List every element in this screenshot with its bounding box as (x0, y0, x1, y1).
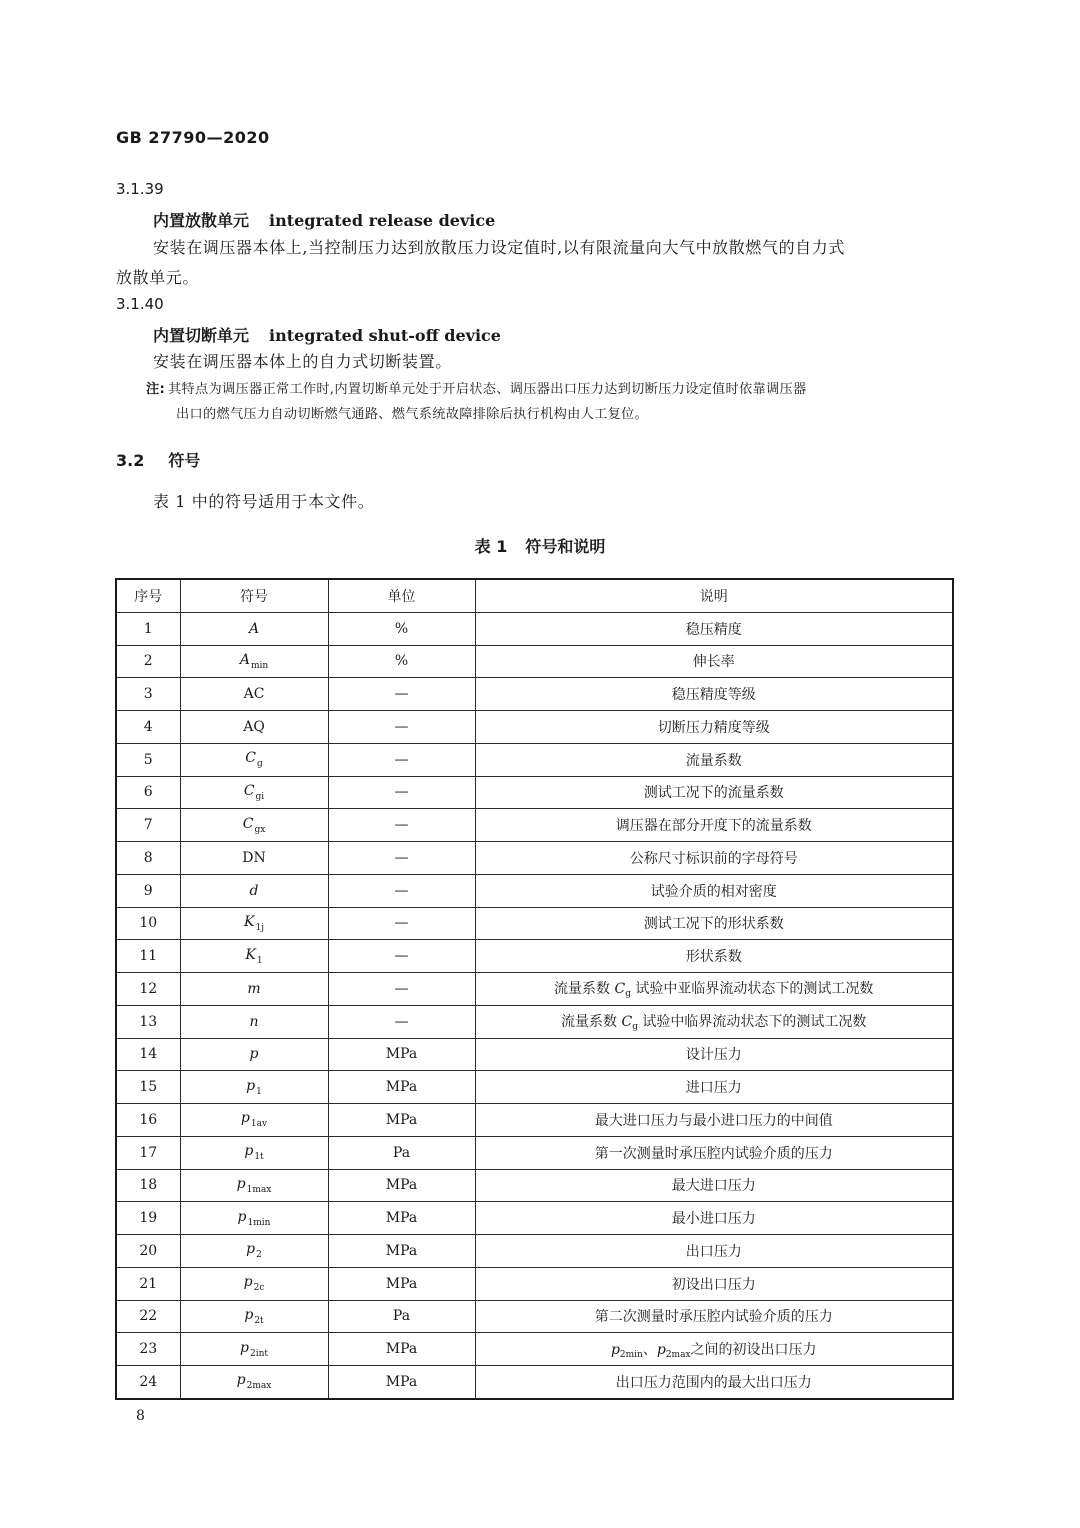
description-subscript: g (625, 989, 631, 1000)
symbol: p (240, 1110, 250, 1127)
row-number: 23 (116, 1333, 180, 1366)
symbol-cell (180, 1136, 328, 1169)
row-number: 22 (116, 1300, 180, 1333)
symbol: p (244, 1306, 254, 1323)
description-text: 测试工况下的流量系数 (643, 785, 784, 802)
description-cell (475, 1071, 953, 1104)
row-number: 24 (116, 1366, 180, 1399)
description-text: 伸长率 (692, 654, 735, 671)
table-row (116, 711, 953, 744)
unit-cell: MPa (328, 1038, 475, 1071)
description-cell (475, 1202, 953, 1235)
symbol: m (247, 980, 261, 997)
symbol-cell (180, 776, 328, 809)
table-row (116, 874, 953, 907)
row-number: 8 (116, 842, 180, 875)
section-number: 3.2 (116, 451, 145, 470)
symbol-subscript: 1av (250, 1119, 268, 1130)
symbol-cell (180, 1267, 328, 1300)
definition-line: 放散单元。 (116, 268, 200, 287)
description-text: 测试工况下的形状系数 (643, 916, 784, 933)
description-cell (475, 973, 953, 1006)
unit-cell: MPa (328, 1169, 475, 1202)
table-row (116, 1235, 953, 1268)
symbol-subscript: 2c (253, 1283, 265, 1294)
symbol-cell (180, 907, 328, 940)
symbol-cell (180, 874, 328, 907)
description-cell (475, 776, 953, 809)
table-row (116, 1169, 953, 1202)
symbol-cell (180, 842, 328, 875)
note (146, 377, 954, 427)
unit-cell: MPa (328, 1071, 475, 1104)
row-number: 18 (116, 1169, 180, 1202)
table-row (116, 907, 953, 940)
unit-cell: — (328, 842, 475, 875)
symbol-cell (180, 973, 328, 1006)
table-row (116, 809, 953, 842)
unit-cell: Pa (328, 1300, 475, 1333)
symbol-cell (180, 612, 328, 645)
symbol-cell (180, 678, 328, 711)
unit-cell: — (328, 940, 475, 973)
row-number: 11 (116, 940, 180, 973)
description-text: 稳压精度等级 (671, 687, 756, 704)
symbols-table (115, 578, 954, 1400)
clause-number: 3.1.39 (116, 180, 164, 198)
symbol-cell (180, 1071, 328, 1104)
term-definition: 安装在调压器本体上的自力式切断装置。 (153, 352, 452, 371)
table-row (116, 645, 953, 678)
term-zh: 内置放散单元 (153, 211, 250, 230)
description-cell (475, 1235, 953, 1268)
note-label: 注: (146, 382, 166, 397)
symbol: n (249, 1013, 259, 1030)
table-row (116, 1071, 953, 1104)
section-heading (116, 448, 200, 471)
symbol: p (240, 1339, 249, 1356)
row-number: 6 (116, 776, 180, 809)
row-number: 1 (116, 612, 180, 645)
description-symbol: p (656, 1341, 666, 1358)
table-row (116, 1300, 953, 1333)
unit-cell: — (328, 874, 475, 907)
description-cell (475, 1366, 953, 1399)
description-subscript: 2max (665, 1349, 691, 1360)
description-text: 试验介质的相对密度 (650, 883, 777, 900)
row-number: 17 (116, 1136, 180, 1169)
unit-cell: — (328, 973, 475, 1006)
unit-cell: MPa (328, 1235, 475, 1268)
symbol-cell (180, 809, 328, 842)
row-number: 7 (116, 809, 180, 842)
row-number: 9 (116, 874, 180, 907)
description-text: 流量系数 (561, 1014, 622, 1031)
description-cell (475, 1104, 953, 1137)
symbol-subscript: 2t (254, 1315, 264, 1326)
row-number: 16 (116, 1104, 180, 1137)
symbol: C (245, 750, 256, 767)
description-text: 切断压力精度等级 (657, 719, 770, 736)
symbol-cell (180, 1005, 328, 1038)
page-number: 8 (136, 1408, 145, 1424)
unit-cell: % (328, 612, 475, 645)
description-cell (475, 1267, 953, 1300)
row-number: 15 (116, 1071, 180, 1104)
description-text: 流量系数 (554, 981, 615, 998)
unit-cell: % (328, 645, 475, 678)
description-cell (475, 1300, 953, 1333)
description-text: 流量系数 (685, 752, 742, 769)
symbol-cell (180, 645, 328, 678)
description-text: 形状系数 (685, 949, 742, 966)
table-row (116, 1104, 953, 1137)
unit-cell: MPa (328, 1202, 475, 1235)
description-text: 试验中亚临界流动状态下的测试工况数 (630, 981, 874, 998)
symbol-cell (180, 1104, 328, 1137)
column-header: 单位 (328, 579, 475, 612)
symbol: A (239, 651, 250, 668)
unit-cell: — (328, 809, 475, 842)
symbol-subscript: gi (255, 791, 265, 802)
table-label: 表 1 (474, 537, 508, 556)
description-cell (475, 678, 953, 711)
symbol-subscript: 1 (256, 1086, 262, 1097)
symbol-subscript: 1max (246, 1184, 272, 1195)
unit-cell: MPa (328, 1366, 475, 1399)
table-row (116, 1333, 953, 1366)
symbol: p (244, 1143, 254, 1160)
symbol-subscript: min (250, 660, 269, 671)
description-subscript: 2min (619, 1349, 643, 1360)
unit-cell: MPa (328, 1267, 475, 1300)
definition-line: 安装在调压器本体上,当控制压力达到放散压力设定值时,以有限流量向大气中放散燃气的自力式 (153, 238, 845, 257)
row-number: 3 (116, 678, 180, 711)
unit-cell: MPa (328, 1104, 475, 1137)
symbol: d (249, 882, 259, 899)
section-title: 符号 (168, 451, 201, 470)
table-row (116, 612, 953, 645)
table-row (116, 1202, 953, 1235)
symbol: K (245, 946, 256, 963)
standard-number: GB 27790—2020 (116, 128, 270, 147)
symbol: p (246, 1241, 256, 1258)
row-number: 4 (116, 711, 180, 744)
description-text: 最大进口压力 (671, 1178, 756, 1195)
column-header: 序号 (116, 579, 180, 612)
row-number: 10 (116, 907, 180, 940)
description-text: 公称尺寸标识前的字母符号 (629, 850, 798, 867)
row-number: 13 (116, 1005, 180, 1038)
description-cell (475, 874, 953, 907)
note-text: 其特点为调压器正常工作时,内置切断单元处于开启状态、调压器出口压力达到切断压力设定值时依靠调压器 (168, 382, 807, 397)
symbol: p (237, 1208, 247, 1225)
symbol-subscript: 1 (256, 955, 263, 966)
unit-cell: — (328, 743, 475, 776)
row-number: 14 (116, 1038, 180, 1071)
table-row (116, 1136, 953, 1169)
description-text: 出口压力 (685, 1243, 742, 1260)
table-header-row (116, 579, 953, 612)
description-symbol: C (621, 1014, 633, 1031)
description-text: 稳压精度 (685, 621, 742, 638)
description-cell (475, 809, 953, 842)
description-text: 初设出口压力 (671, 1276, 756, 1293)
symbol-subscript: 2max (246, 1381, 272, 1392)
description-text: 设计压力 (685, 1047, 742, 1064)
table-row (116, 743, 953, 776)
unit-cell: — (328, 678, 475, 711)
description-cell (475, 1136, 953, 1169)
description-subscript: g (632, 1022, 638, 1033)
description-text: 出口压力范围内的最大出口压力 (615, 1374, 812, 1391)
symbol-subscript: gx (254, 824, 266, 835)
symbol: K (244, 913, 255, 930)
symbol: C (243, 782, 255, 799)
symbol-cell (180, 1366, 328, 1399)
description-text: 调压器在部分开度下的流量系数 (615, 818, 812, 835)
description-text: 试验中临界流动状态下的测试工况数 (637, 1014, 867, 1031)
term-en: integrated release device (269, 211, 496, 230)
symbol: p (246, 1077, 256, 1094)
table-row (116, 1267, 953, 1300)
row-number: 5 (116, 743, 180, 776)
symbol-cell (180, 1300, 328, 1333)
description-cell (475, 743, 953, 776)
symbol-subscript: 1min (247, 1217, 271, 1228)
symbol: p (236, 1175, 246, 1192)
symbol-cell (180, 1235, 328, 1268)
table-row (116, 776, 953, 809)
row-number: 20 (116, 1235, 180, 1268)
description-cell (475, 645, 953, 678)
symbol-cell (180, 711, 328, 744)
description-text: 之间的初设出口压力 (690, 1341, 817, 1358)
symbol-cell (180, 1333, 328, 1366)
table-row (116, 1366, 953, 1399)
description-text: 最小进口压力 (671, 1211, 756, 1228)
unit-cell: — (328, 1005, 475, 1038)
table-row (116, 1038, 953, 1071)
symbol-cell (180, 1038, 328, 1071)
description-cell (475, 1169, 953, 1202)
row-number: 19 (116, 1202, 180, 1235)
symbol: AQ (243, 718, 265, 735)
description-text: 第一次测量时承压腔内试验介质的压力 (594, 1145, 833, 1162)
symbol-cell (180, 1202, 328, 1235)
symbol-cell (180, 940, 328, 973)
term-en: integrated shut-off device (269, 326, 501, 345)
description-symbol: C (614, 981, 626, 998)
symbol: AC (243, 686, 265, 703)
unit-cell: MPa (328, 1333, 475, 1366)
description-symbol: p (610, 1341, 620, 1358)
description-text: 第二次测量时承压腔内试验介质的压力 (594, 1309, 833, 1326)
table-row (116, 940, 953, 973)
table-row (116, 842, 953, 875)
description-text: 、 (642, 1341, 657, 1358)
symbol-subscript: 2int (249, 1348, 268, 1359)
symbol: DN (242, 849, 266, 866)
description-cell (475, 1038, 953, 1071)
row-number: 12 (116, 973, 180, 1006)
symbol-cell (180, 743, 328, 776)
unit-cell: Pa (328, 1136, 475, 1169)
symbol: p (249, 1046, 259, 1063)
term-heading (153, 208, 495, 231)
term-definition (116, 233, 952, 293)
description-text: 最大进口压力与最小进口压力的中间值 (594, 1112, 833, 1129)
table-row (116, 678, 953, 711)
description-cell (475, 1333, 953, 1366)
table-caption (0, 534, 1080, 557)
symbol: p (236, 1372, 246, 1389)
description-cell (475, 940, 953, 973)
row-number: 2 (116, 645, 180, 678)
symbol: C (242, 815, 254, 832)
symbol-subscript: 1j (255, 922, 264, 933)
description-cell (475, 907, 953, 940)
description-cell (475, 711, 953, 744)
symbol-subscript: 1t (254, 1152, 264, 1163)
row-number: 21 (116, 1267, 180, 1300)
table-row (116, 973, 953, 1006)
unit-cell: — (328, 907, 475, 940)
unit-cell: — (328, 711, 475, 744)
table-title: 符号和说明 (525, 537, 606, 556)
table-row (116, 1005, 953, 1038)
term-zh: 内置切断单元 (153, 326, 250, 345)
symbol-subscript: g (256, 759, 263, 770)
symbol-cell (180, 1169, 328, 1202)
description-cell (475, 612, 953, 645)
symbol: A (248, 620, 260, 637)
term-heading (153, 323, 501, 346)
description-text: 进口压力 (685, 1080, 742, 1097)
unit-cell: — (328, 776, 475, 809)
note-text: 出口的燃气压力自动切断燃气通路、燃气系统故障排除后执行机构由人工复位。 (176, 407, 649, 422)
description-cell (475, 842, 953, 875)
description-cell (475, 1005, 953, 1038)
column-header: 符号 (180, 579, 328, 612)
section-intro: 表 1 中的符号适用于本文件。 (153, 492, 375, 511)
clause-number: 3.1.40 (116, 295, 164, 313)
column-header: 说明 (475, 579, 953, 612)
symbol-subscript: 2 (256, 1250, 262, 1261)
symbol: p (243, 1274, 253, 1291)
